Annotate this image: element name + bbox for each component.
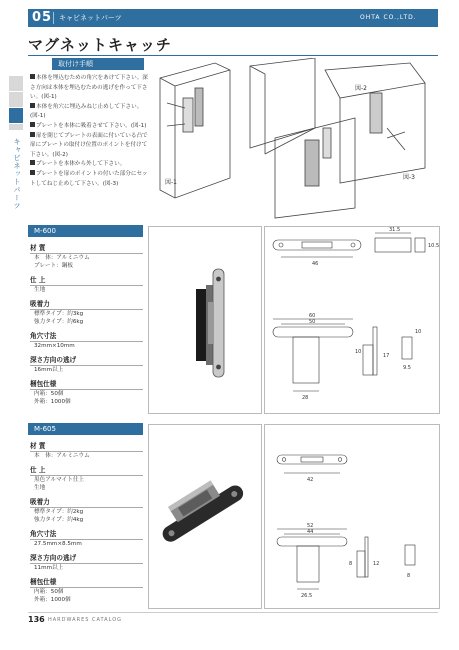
installation-illustration	[155, 58, 438, 220]
dim-label: 10	[415, 329, 422, 335]
dim-label: 10	[355, 349, 362, 355]
side-tab-active[interactable]	[9, 108, 23, 124]
spec-value: 標準タイプ：約2kg	[34, 509, 84, 515]
side-tab[interactable]	[9, 124, 23, 131]
fig-label: 図-3	[403, 174, 415, 181]
spec-label: 材 質	[30, 440, 143, 452]
dim-label: 44	[307, 529, 314, 535]
install-step: 本体を角穴に埋込みねじ止めして下さい。(図-1)	[30, 103, 143, 120]
spec-label: 吸着力	[30, 298, 143, 310]
dim-label: 50	[309, 319, 316, 325]
dim-label: 42	[307, 477, 314, 483]
dimension-drawing	[265, 227, 439, 413]
dim-label: 31.5	[389, 227, 401, 233]
spec-list	[30, 436, 143, 604]
spec-value: 生地	[34, 485, 46, 491]
install-step: プレートを扉のポイントの付いた部分にセットしてねじ止めして下さい。(図-3)	[30, 170, 148, 187]
spec-label: 材 質	[30, 242, 143, 254]
section-name: キャビネットパーツ	[59, 14, 122, 22]
spec-value: 27.5mm×8.5mm	[34, 541, 82, 547]
footer-rule	[28, 612, 438, 613]
spec-value: プレート：鋼板	[34, 263, 73, 269]
dim-label: 9.5	[403, 365, 411, 371]
spec-value: 内箱：50個	[34, 391, 64, 397]
model-bar: M-600	[28, 225, 143, 237]
dim-label: 12	[373, 561, 380, 567]
section-number: 05	[32, 10, 53, 25]
page-title: マグネットキャッチ	[28, 36, 172, 54]
side-section-label: キャビネットパーツ	[13, 138, 21, 210]
install-step: 扉を閉じてプレートの表面に付いている凸で扉にプレートの取付け位置のポイントを付けて下さい。(図-2)	[30, 132, 148, 158]
spec-label: 深さ方向の逃げ	[30, 552, 143, 564]
spec-value: 外箱：1000個	[34, 597, 71, 603]
dim-label: 26.5	[301, 593, 313, 599]
spec-label: 梱包仕様	[30, 378, 143, 390]
spec-label: 角穴寸法	[30, 528, 143, 540]
spec-label: 仕 上	[30, 464, 143, 476]
catalog-name: HARDWARES CATALOG	[48, 617, 123, 623]
install-steps	[30, 74, 150, 189]
spec-label: 梱包仕様	[30, 576, 143, 588]
dim-label: 8	[407, 573, 411, 579]
header-divider	[53, 12, 54, 24]
spec-label: 吸着力	[30, 496, 143, 508]
install-step: 本体を埋込むための角穴をあけて下さい。深さ方向は本体を埋込むための逃げを作って下さい。(図-1)	[30, 75, 148, 101]
model-bar: M-605	[28, 423, 143, 435]
product-photo-m605	[148, 424, 262, 609]
dim-label: 17	[383, 353, 390, 359]
spec-value: 11mm以上	[34, 565, 64, 571]
install-step: プレートを本体に吸着させて下さい。(図-1)	[30, 122, 150, 132]
magnet-catch-illustration	[149, 227, 261, 413]
spec-list	[30, 238, 143, 406]
company-name: OHTA CO.,LTD.	[360, 14, 417, 21]
title-rule	[28, 55, 438, 56]
page-number: 136	[28, 615, 45, 624]
spec-value: 本 体：アルミニウム	[34, 453, 90, 459]
side-tab[interactable]	[9, 92, 23, 108]
spec-value: 標準タイプ：約3kg	[34, 311, 84, 317]
spec-label: 深さ方向の逃げ	[30, 354, 143, 366]
spec-value: 強力タイプ：約4kg	[34, 517, 84, 523]
spec-value: 内箱：50個	[34, 589, 64, 595]
drawing-m600	[264, 226, 440, 414]
spec-value: 生地	[34, 287, 46, 293]
product-photo-m600	[148, 226, 262, 414]
dim-label: 8	[349, 561, 353, 567]
spec-label: 角穴寸法	[30, 330, 143, 342]
dim-label: 10.5	[428, 243, 439, 249]
fig-label: 図-2	[355, 85, 367, 92]
spec-label: 仕 上	[30, 274, 143, 286]
spec-value: 黒色アルマイト仕上	[34, 477, 85, 483]
spec-value: 強力タイプ：約6kg	[34, 319, 84, 325]
spec-value: 本 体：アルミニウム	[34, 255, 90, 261]
dimension-drawing	[265, 425, 439, 608]
install-step: プレートを本体から外して下さい。	[30, 160, 150, 170]
dim-label: 52	[307, 523, 314, 529]
dim-label: 28	[302, 395, 309, 401]
dim-label: 60	[309, 313, 316, 319]
drawing-m605	[264, 424, 440, 609]
spec-value: 32mm×10mm	[34, 343, 75, 349]
install-heading: 取付け手順	[52, 58, 144, 70]
magnet-catch-illustration	[149, 425, 261, 608]
fig-label: 図-1	[165, 179, 177, 186]
dim-label: 46	[312, 261, 319, 267]
spec-value: 外箱：1000個	[34, 399, 71, 405]
spec-value: 16mm以上	[34, 367, 64, 373]
side-tab[interactable]	[9, 76, 23, 92]
